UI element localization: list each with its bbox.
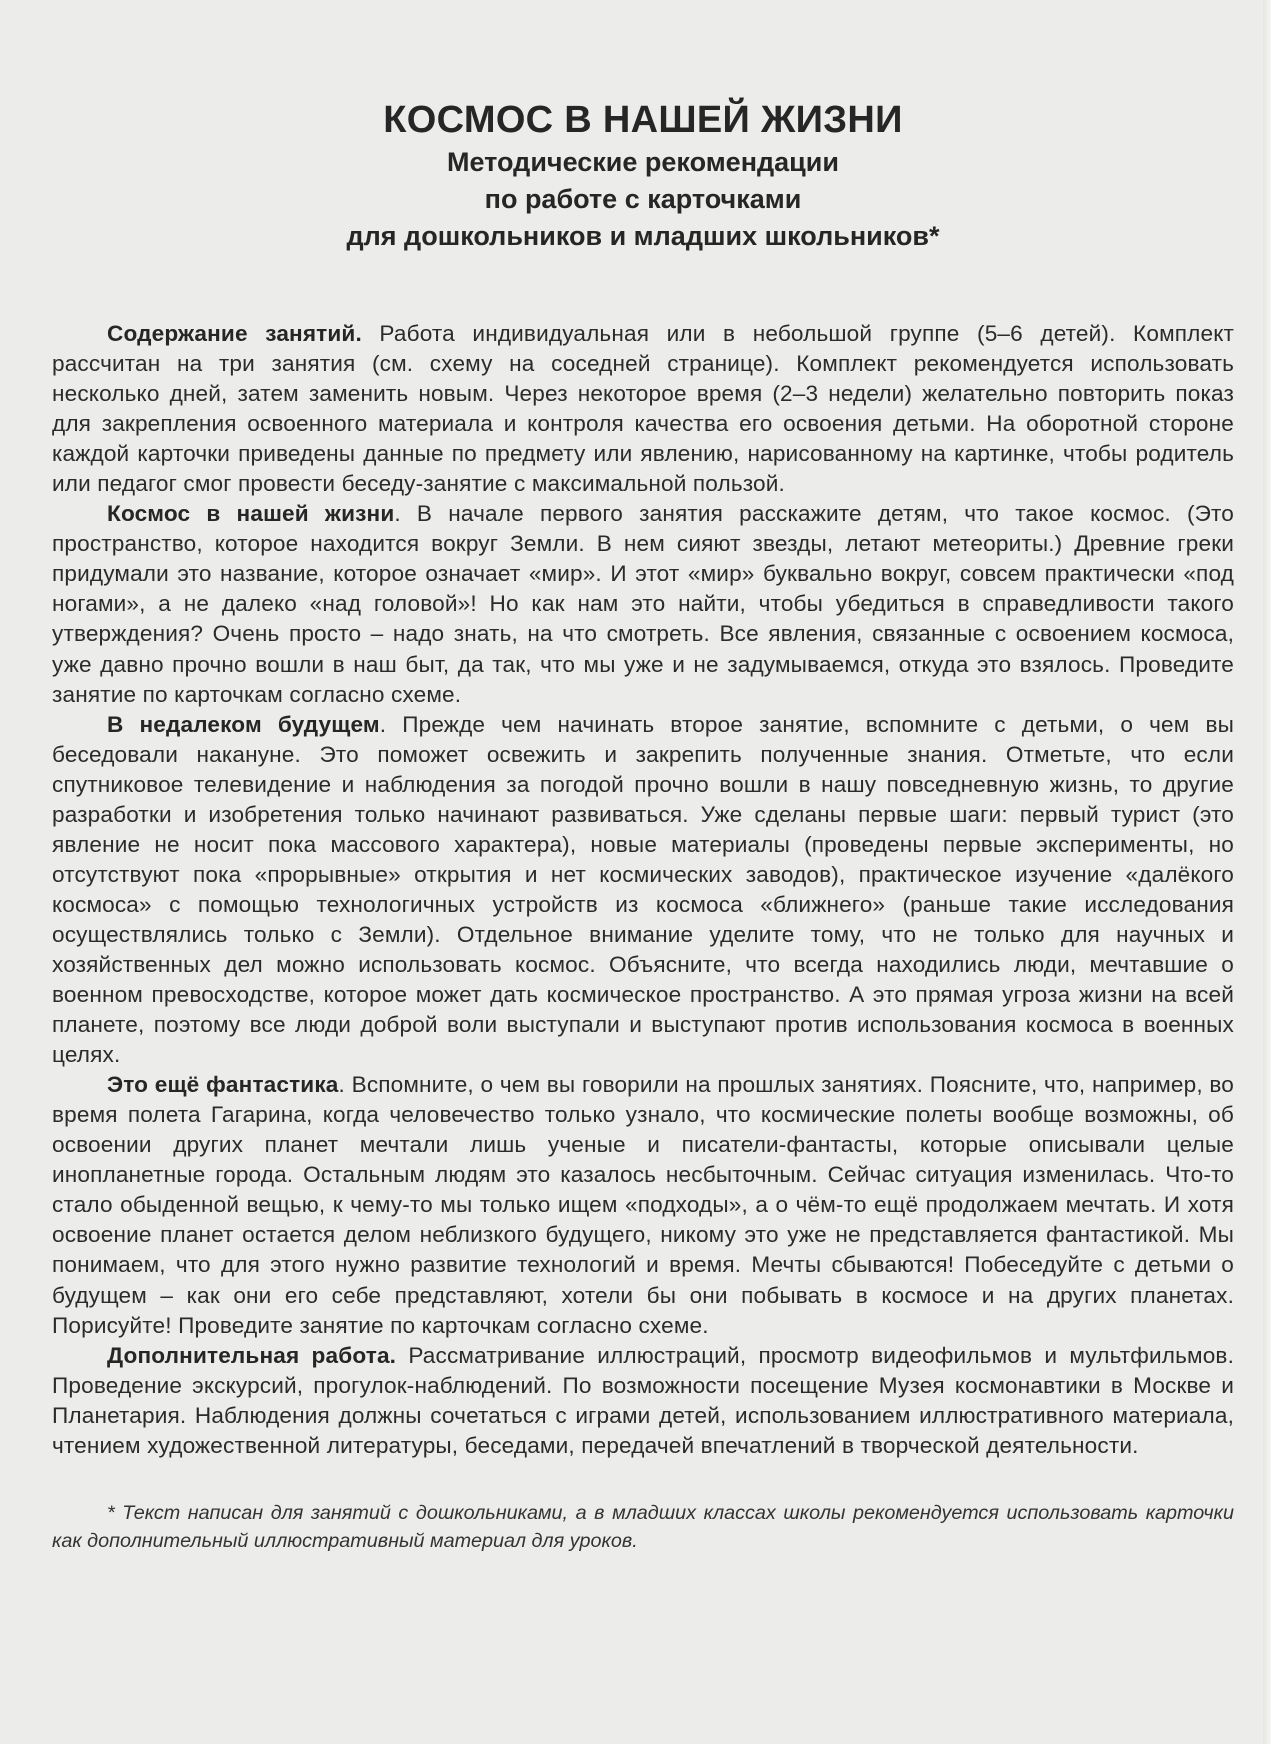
- document-header: [52, 96, 1234, 255]
- paragraph-space-in-our-life: [52, 499, 1234, 709]
- paragraph-lesson-content: [52, 319, 1234, 499]
- paragraph-still-fantasy: [52, 1070, 1234, 1340]
- subtitle-line-1: Методические рекомендации: [447, 147, 839, 177]
- paragraph-near-future: [52, 710, 1234, 1071]
- page-title: КОСМОС В НАШЕЙ ЖИЗНИ: [383, 99, 903, 141]
- subtitle-line-2: по работе с карточками: [484, 184, 802, 214]
- paragraph-lead: Содержание занятий.: [107, 321, 362, 346]
- paragraph-lead: Дополнительная работа.: [107, 1342, 397, 1368]
- document-body: [52, 319, 1234, 1461]
- footnote: * Текст написан для занятий с дошкольниками, а в младших классах школы рекомендуется использовать карточки как дополнительный иллюстративный материал для уроков.: [52, 1501, 1234, 1552]
- paragraph-lead: Космос в нашей жизни: [107, 501, 395, 527]
- paragraph-text: . В начале первого занятия расскажите детям, что такое космос. (Это пространство, которое находится вокруг Земли. В нем сияют звезды, летают метеориты.) Древние греки придумали это название, которое означает «мир». И этот «мир» буквально вокруг, совсем практически «под ногами», а не далеко «над головой»! Но как нам это найти, чтобы убедиться в справедливости такого утверждения? Очень просто – надо знать, на что смотреть. Все явления, связанные с освоением космоса, уже давно прочно вошли в наш быт, да так, что мы уже и не задумываемся, откуда это взялось. Проведите занятие по карточкам согласно схеме.: [52, 501, 1234, 707]
- paragraph-text: . Вспомните, о чем вы говорили на прошлых занятиях. Поясните, что, например, во время полета Гагарина, когда человечество только узнало, что космические полеты вообще возможны, об освоении других планет мечтали лишь ученые и писатели-фантасты, которые описывали целые инопланетные города. Остальным людям это казалось несбыточным. Сейчас ситуация изменилась. Что-то стало обыденной вещью, к чему-то мы только ищем «подходы», а о чём-то ещё продолжаем мечтать. И хотя освоение планет остается делом неблизкого будущего, никому это уже не представляется фантастикой. Мы понимаем, что для этого нужно развитие технологий и время. Мечты сбываются! Побеседуйте с детьми о будущем – как они его себе представляют, хотели бы они побывать в космосе и на других планетах. Порисуйте! Проведите занятие по карточкам согласно схеме.: [52, 1072, 1234, 1338]
- document-page: [52, 96, 1234, 1575]
- paragraph-text: Работа индивидуальная или в небольшой группе (5–6 детей). Комплект рассчитан на три занятия (см. схему на соседней странице). Комплект рекомендуется использовать несколько дней, затем заменить новым. Через некоторое время (2–3 недели) желательно повторить показ для закрепления освоенного материала и контроля качества его освоения детьми. На оборотной стороне каждой карточки приведены данные по предмету или явлению, нарисованному на картинке, чтобы родитель или педагог смог провести беседу-занятие с максимальной пользой.: [52, 321, 1234, 497]
- page-edge: [1263, 0, 1271, 1744]
- paragraph-additional-work: [52, 1341, 1234, 1461]
- paragraph-text: Рассматривание иллюстраций, просмотр видеофильмов и мультфильмов. Проведение экскурсий, прогулок-наблюдений. По возможности посещение Музея космонавтики в Москве и Планетария. Наблюдения должны сочетаться с играми детей, использованием иллюстративного материала, чтением художественной литературы, беседами, передачей впечатлений в творческой деятельности.: [52, 1342, 1235, 1458]
- paragraph-text: . Прежде чем начинать второе занятие, вспомните с детьми, о чем вы беседовали накануне. Это поможет освежить и закрепить полученные знания. Отметьте, что если спутниковое телевидение и наблюдения за погодой прочно вошли в нашу повседневную жизнь, то другие разработки и изобретения только начинают развиваться. Уже сделаны первые шаги: первый турист (это явление не носит пока массового характера), новые материалы (проведены первые эксперименты, но отсутствуют пока «прорывные» открытия и нет космических заводов), практическое изучение «далёкого космоса» с помощью технологичных устройств из космоса «ближнего» (раньше такие исследования осуществлялись только с Земли). Отдельное внимание уделите тому, что не только для научных и хозяйственных дел можно использовать космос. Объясните, что всегда находились люди, мечтавшие о военном превосходстве, которое может дать космическое пространство. А это прямая угроза жизни на всей планете, поэтому все люди доброй воли выступали и выступают против использования космоса в военных целях.: [52, 711, 1235, 1068]
- paragraph-lead: В недалеком будущем: [107, 711, 380, 737]
- paragraph-lead: Это ещё фантастика: [107, 1072, 339, 1098]
- subtitle-line-3: для дошкольников и младших школьников*: [346, 221, 940, 251]
